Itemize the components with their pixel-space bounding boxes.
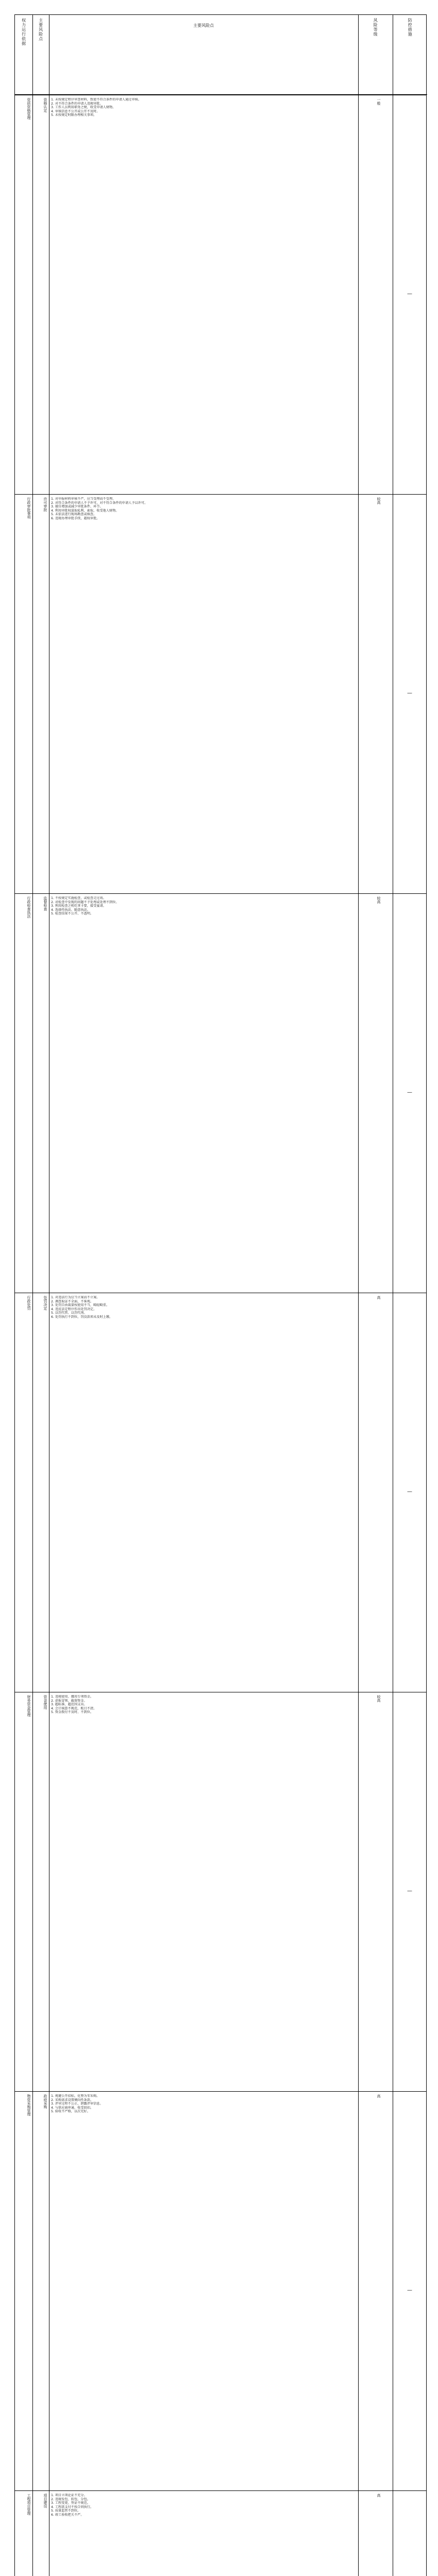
header-right-text: 风险等级	[373, 18, 378, 37]
section-content: 1. 对申报材料审核不严，应当受理而不受理。 2. 对符合条件的申请人不予许可，对不符合条件的申请人予以许可。 3. 擅自增加或减少审批条件、环节。 4. 利用审批权谋取私利，索取、收受他人财物。 5. 未依法进行现场勘查或核查。 6. 违规办理审批手续，越权审批。	[51, 497, 148, 520]
header-right-sub-text: 防控措施	[408, 18, 413, 37]
left-sub-label: 政府采购	[43, 2094, 47, 2109]
left-sub-label: 处罚决定	[43, 1296, 47, 1310]
empty-cell-dash: —	[407, 1489, 412, 1495]
section-content: 1. 规避公开招标，化整为零采购。 2. 采购需求设置倾向性条款。 3. 评审过程不公正，泄露评审信息。 4. 与供应商串通，收受回扣。 5. 验收不严格，以次充好。	[51, 2094, 103, 2114]
left-group-label: 行政检查执法	[27, 896, 31, 918]
grid-line-v1	[32, 15, 33, 2576]
header-left-main-text: 权力运行依据	[21, 18, 26, 46]
risk-level: 高	[377, 2094, 381, 2098]
left-sub-label: 资金使用	[43, 1695, 47, 1709]
left-sub-label: 项目建设	[43, 2494, 47, 2508]
left-group-label: 工程项目管理	[27, 2494, 31, 2515]
header-middle	[49, 15, 358, 95]
left-group-label: 行政审批事项	[27, 497, 31, 519]
header-left-main	[15, 15, 32, 95]
empty-cell-dash: —	[407, 291, 412, 297]
section-content: 1. 违规使用、挪用专项资金。 2. 虚报冒领、截留资金。 3. 超标准、超范围支出。 4. 会计核算不规范，账目不清。 5. 资金拨付不及时、不到位。	[51, 1695, 97, 1715]
row-divider	[15, 2091, 426, 2092]
row-divider	[15, 494, 426, 495]
table-sheet	[14, 14, 427, 2576]
empty-cell-dash: —	[407, 1888, 412, 1894]
empty-cell-dash: —	[407, 2287, 412, 2293]
left-group-label: 行政处罚	[27, 1296, 31, 1310]
left-group-label: 财务资金管理	[27, 1695, 31, 1717]
grid-line-v3	[358, 15, 359, 2576]
header-left-sub-text: 主要风险点	[38, 18, 43, 41]
risk-level: 高	[377, 2494, 381, 2497]
left-sub-label: 监督检查	[43, 896, 47, 911]
header-right-sub	[393, 15, 427, 95]
header-middle-text: 主要风险点	[193, 23, 214, 28]
empty-cell-dash: —	[407, 690, 412, 696]
section-content: 1. 对违法行为应当立案而不立案。 2. 调查取证不全面、不客观。 3. 处罚自由裁量权使用不当，畸轻畸重。 4. 违反法定程序作出处罚决定。 5. 以罚代管、以罚代刑。 6. 处罚执行不到位，罚没款项未及时上缴。	[51, 1296, 113, 1319]
left-group-label: 物资采购管理	[27, 2094, 31, 2116]
risk-level: 较高	[377, 1695, 381, 1702]
row-divider	[15, 2490, 426, 2491]
left-sub-label: 资格认定	[43, 98, 47, 112]
header-right	[358, 15, 393, 95]
header-left-sub	[32, 15, 49, 95]
risk-level: 较高	[377, 497, 381, 504]
section-content: 1. 不按规定实施检查，或检查走过场。 2. 对检查中发现的问题不予处理或处理不到位。 3. 利用检查之机吃拿卡要，接受宴请。 4. 选择性执法、随意执法。 5. 检查结果不公开、不透明。	[51, 896, 119, 916]
left-group-label: 资质资格管理	[27, 98, 31, 120]
row-divider	[15, 893, 426, 894]
section-content: 1. 未按规定程序审查材料，致使不符合条件的申请人通过审核。 2. 对不符合条件的申请人违规审批。 3. 工作人员利用职务之便，收受申请人财物。 4. 审核信息不公开或公开不及时。 5. 未按规定时限办理相关事项。	[51, 98, 141, 117]
section-content: 1. 项目立项论证不充分。 2. 违规发包、转包、分包。 3. 工程变更、签证不规范。 4. 工程款支付不按合同执行。 5. 质量监管不到位。 6. 竣工验收把关不严。	[51, 2494, 94, 2517]
risk-level: 一般	[377, 98, 381, 105]
risk-level: 高	[377, 1296, 381, 1299]
left-sub-label: 许可审批	[43, 497, 47, 512]
empty-cell-dash: —	[407, 1090, 412, 1095]
risk-level: 较高	[377, 896, 381, 904]
